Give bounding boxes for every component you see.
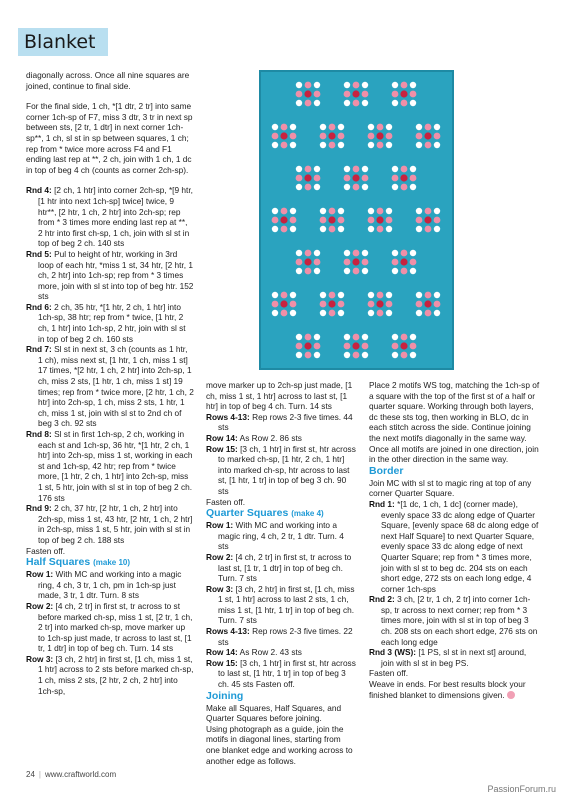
motif-flower [425, 208, 432, 215]
motif-flower [352, 174, 359, 181]
motif-flower [272, 142, 278, 148]
motif-flower [296, 166, 302, 172]
column-1 [26, 70, 194, 696]
motif-flower [290, 301, 297, 308]
motif-flower [425, 226, 432, 233]
motif-flower [362, 352, 368, 358]
motif-flower [290, 310, 296, 316]
motif-flower [416, 133, 423, 140]
motif-flower [400, 342, 407, 349]
motif-flower [328, 216, 335, 223]
motif-flower [376, 132, 383, 139]
motif-flower [296, 334, 302, 340]
motif-flower [353, 166, 360, 173]
column-3 [369, 380, 541, 700]
motif-flower [377, 226, 384, 233]
motif-flower [338, 226, 344, 232]
motif-flower [304, 174, 311, 181]
motif-flower [425, 124, 432, 131]
motif-flower [320, 292, 326, 298]
motif-flower [280, 216, 287, 223]
motif-flower [305, 100, 312, 107]
footer-site: www.craftworld.com [44, 770, 117, 779]
motif-flower [362, 91, 369, 98]
motif-flower [296, 250, 302, 256]
motif-flower [434, 310, 440, 316]
motif-flower [410, 334, 416, 340]
motif-flower [338, 142, 344, 148]
column-2 [206, 380, 356, 766]
motif-flower [314, 82, 320, 88]
motif-flower [290, 208, 296, 214]
motif-flower [362, 100, 368, 106]
motif-flower [416, 301, 423, 308]
motif-flower [344, 184, 350, 190]
rnd-8: Rnd 8: Sl st in first 1ch-sp, 2 ch, working in each st and 1ch-sp, 36 htr, *[1 htr, 2 ch, 1 htr] into 2ch-sp, miss 1 st, working in each st and 1ch-sp, 42 htr; rep from * twice more, [1 htr, 2 ch, 1 htr] into 2ch-sp, miss 1 st, 5 htr, join with sl st in top of beg 2 ch. 176 sts [26, 429, 193, 503]
motif-flower [296, 352, 302, 358]
page-title: Blanket [24, 31, 96, 53]
motif-flower [392, 184, 398, 190]
motif-flower [338, 217, 345, 224]
half-row-15: Row 15: [3 ch, 1 htr] in first st, htr across to marked ch-sp, [1 htr, 2 ch, 1 htr] into marked ch-sp, htr across to last st, [1 htr, 1 tr] in top of beg 3 ch. 90 sts [206, 443, 356, 496]
motif-flower [304, 258, 311, 265]
motif-flower [377, 142, 384, 149]
border-rnd-1: Rnd 1: *[1 dc, 1 ch, 1 dc] (corner made), evenly space 33 dc along edge of Quarter Square, [evenly space 68 dc along edge of next Half Square] to next Quarter Square, evenly space 33 dc along edge of next Quarter Square; rep from * 3 times more, join with sl st to beg dc. 204 sts on each short edge, 272 sts on each long edge, 4 corner 1ch-sps [369, 498, 539, 594]
motif-flower [392, 91, 399, 98]
motif-flower [290, 292, 296, 298]
motif-flower [392, 250, 398, 256]
weave-in-paragraph: Weave in ends. For best results block your finished blanket to dimensions given. [369, 679, 526, 700]
motif-flower [320, 310, 326, 316]
motif-flower [305, 268, 312, 275]
motif-flower [290, 142, 296, 148]
motif-flower [368, 208, 374, 214]
motif-flower [416, 292, 422, 298]
motif-flower [281, 310, 288, 317]
page-number: 24 [26, 770, 35, 779]
title-tab [18, 28, 108, 56]
motif-flower [329, 142, 336, 149]
motif-flower [290, 226, 296, 232]
motif-flower [362, 175, 369, 182]
motif-flower [410, 250, 416, 256]
motif-flower [352, 342, 359, 349]
motif-flower [320, 142, 326, 148]
blanket-photo [259, 70, 454, 370]
motif-flower [368, 310, 374, 316]
motif-flower [392, 166, 398, 172]
half-row-3-cont: move marker up to 2ch-sp just made, [1 ch, miss 1 st, 1 htr] across to last st, [1 htr] in top of beg 4 ch. Turn. 14 sts [206, 380, 353, 412]
motif-flower [272, 310, 278, 316]
motif-flower [401, 100, 408, 107]
motif-flower [338, 124, 344, 130]
motif-flower [416, 142, 422, 148]
rnd-7: Rnd 7: Sl st in next st, 3 ch (counts as 1 htr, 1 ch), miss next st, [1 htr, 1 ch, miss 1 st] 17 times, *[2 htr, 1 ch, 2 htr] into 2ch-sp, 1 ch, miss 2 sts, [1 htr, 1 ch, miss 1 st] 19 times; rep from * twice more, [2 htr, 1 ch, 2 htr] into 2ch-sp, 1 ch, miss 2 sts, 1 htr, 1 ch, miss 1 st, join with sl st to 2nd ch of beg 3 ch. 92 sts [26, 344, 194, 429]
border-rnd-3: Rnd 3 (WS): [1 PS, sl st in next st] around, join with sl st in beg PS. [369, 647, 527, 668]
motif-flower [410, 343, 417, 350]
motif-flower [386, 292, 392, 298]
motif-flower [290, 124, 296, 130]
motif-flower [320, 133, 327, 140]
motif-flower [338, 292, 344, 298]
motif-flower [410, 352, 416, 358]
rnd-4: Rnd 4: [2 ch, 1 htr] into corner 2ch-sp, *[9 htr, [1 htr into next 1ch-sp] twice] twice, 9 htr**, [2 htr, 1 ch, 2 htr] into 2ch-sp; rep from * 3 times more ending last rep at **, 2 htr into first ch-sp, 1 ch, join with sl st in top of beg 2 ch. 140 sts [26, 185, 193, 249]
motif-flower [305, 352, 312, 359]
motif-flower [368, 124, 374, 130]
motif-flower [344, 166, 350, 172]
motif-flower [362, 259, 369, 266]
motif-flower [272, 124, 278, 130]
motif-flower [425, 292, 432, 299]
motif-flower [434, 301, 441, 308]
motif-flower [329, 292, 336, 299]
motif-flower [410, 82, 416, 88]
motif-flower [368, 142, 374, 148]
motif-flower [392, 352, 398, 358]
motif-flower [281, 124, 288, 131]
footer-separator: | [38, 770, 41, 779]
motif-flower [386, 133, 393, 140]
motif-flower [410, 268, 416, 274]
motif-flower [353, 334, 360, 341]
motif-flower [280, 132, 287, 139]
motif-flower [392, 268, 398, 274]
half-row-2: Row 2: [4 ch, 2 tr] in first st, tr across to st before marked ch-sp, miss 1 st, [2 tr, 1 ch, 2 tr] into marked ch-sp, move marker up to 1ch-sp just made, tr across to last st, [1 tr, 1 dtr] in top of beg ch. Turn. 14 sts [26, 600, 193, 654]
motif-flower [304, 342, 311, 349]
fasten-off-3: Fasten off. [369, 668, 409, 679]
motif-flower [344, 100, 350, 106]
quarter-row-14: Row 14: As Row 2. 43 sts [206, 647, 302, 658]
motif-flower [424, 132, 431, 139]
motif-flower [362, 82, 368, 88]
motif-flower [416, 226, 422, 232]
intro-paragraph: diagonally across. Once all nine squares are joined, continue to final side. [26, 70, 190, 91]
blanket-motifs [261, 72, 452, 368]
motif-flower [290, 217, 297, 224]
final-side-paragraph: For the final side, 1 ch, *[1 dtr, 2 tr] into same corner 1ch-sp of F7, miss 3 dtr, 3 tr in next sp between sts, [2 tr, 1 dtr] in next corner 1ch-sp**, 1 ch, sl st in sp between squares, 1 ch; rep from * twice more across F4 and F1 ending last rep at **, 2 ch, join with 1 ch, 1 dc in top of beg 4 ch (counts as corner 2ch-sp). [26, 101, 193, 175]
motif-flower [362, 250, 368, 256]
motif-flower [314, 259, 321, 266]
motif-flower [386, 217, 393, 224]
quarter-row-2: Row 2: [4 ch, 2 tr] in first st, tr across to last st, [1 tr, 1 dtr] in top of beg ch. Turn. 7 sts [206, 551, 352, 584]
motif-flower [416, 124, 422, 130]
border-intro: Join MC with sl st to magic ring at top of any corner Quarter Square. [369, 477, 532, 499]
motif-flower [368, 226, 374, 232]
motif-flower [352, 90, 359, 97]
motif-flower [400, 174, 407, 181]
quarter-rows-4-13: Rows 4-13: Rep rows 2-3 five times. 22 sts [206, 626, 353, 647]
footer [26, 770, 116, 779]
motif-flower [344, 175, 351, 182]
motif-flower [296, 259, 303, 266]
motif-flower [386, 301, 393, 308]
motif-flower [434, 292, 440, 298]
motif-flower [281, 208, 288, 215]
motif-flower [424, 300, 431, 307]
motif-flower [410, 166, 416, 172]
motif-flower [410, 100, 416, 106]
motif-flower [392, 175, 399, 182]
motif-flower [401, 268, 408, 275]
motif-flower [362, 166, 368, 172]
motif-flower [320, 208, 326, 214]
motif-flower [296, 184, 302, 190]
motif-flower [290, 133, 297, 140]
motif-flower [314, 352, 320, 358]
motif-flower [272, 133, 279, 140]
motif-flower [392, 82, 398, 88]
motif-flower [368, 301, 375, 308]
motif-flower [401, 250, 408, 257]
motif-flower [392, 100, 398, 106]
motif-flower [401, 82, 408, 89]
joining-method-paragraph: Place 2 motifs WS tog, matching the 1ch-sp of a square with the top of the first st of a half or quarter square. Working through both layers, dc these sts tog, then working in BLO, dc in each stitch across the side. Continue joining the next motifs diagonally in the same way. Once all motifs are joined in one direction, join in the other direction in the same way. [369, 380, 540, 465]
motif-flower [305, 250, 312, 257]
motif-flower [377, 292, 384, 299]
joining-paragraph: Make all Squares, Half Squares, and Quarter Squares before joining. [206, 702, 342, 724]
motif-flower [344, 268, 350, 274]
half-squares-heading: Half Squares (make 10) [26, 556, 131, 569]
motif-flower [434, 208, 440, 214]
motif-flower [416, 217, 423, 224]
motif-flower [368, 292, 374, 298]
motif-flower [296, 82, 302, 88]
motif-flower [410, 175, 417, 182]
motif-flower [377, 208, 384, 215]
motif-flower [344, 250, 350, 256]
motif-flower [272, 208, 278, 214]
motif-flower [401, 334, 408, 341]
motif-flower [434, 133, 441, 140]
motif-flower [320, 226, 326, 232]
motif-flower [344, 343, 351, 350]
motif-flower [392, 343, 399, 350]
rnd-5: Rnd 5: Pul to height of htr, working in 3rd loop of each htr, *miss 1 st, 34 htr, [2 htr, 1 ch, 2 htr] into 1ch-sp; rep from * 3 times more, join with sl st into top of beg htr. 152 sts [26, 248, 194, 302]
motif-flower [377, 124, 384, 131]
motif-flower [352, 258, 359, 265]
motif-flower [314, 250, 320, 256]
quarter-row-15: Row 15: [3 ch, 1 htr] in first st, htr across to last st, [1 htr, 1 tr] in top of beg 3 ch. 45 sts Fasten off. [206, 657, 356, 690]
motif-flower [305, 334, 312, 341]
motif-flower [314, 91, 321, 98]
motif-flower [401, 166, 408, 173]
motif-flower [344, 352, 350, 358]
motif-flower [281, 292, 288, 299]
motif-flower [329, 124, 336, 131]
motif-flower [410, 91, 417, 98]
motif-flower [353, 352, 360, 359]
motif-flower [329, 226, 336, 233]
motif-flower [392, 259, 399, 266]
motif-flower [434, 124, 440, 130]
joining-paragraph-2: Using photograph as a guide, join the motifs in diagonal lines, starting from one blanket edge and working across to another edge as follows. [206, 723, 353, 766]
motif-flower [281, 226, 288, 233]
motif-flower [338, 301, 345, 308]
motif-flower [401, 352, 408, 359]
motif-flower [362, 334, 368, 340]
motif-flower [410, 184, 416, 190]
motif-flower [305, 184, 312, 191]
motif-flower [344, 82, 350, 88]
motif-flower [386, 124, 392, 130]
motif-flower [314, 343, 321, 350]
motif-flower [272, 217, 279, 224]
motif-flower [296, 175, 303, 182]
motif-flower [376, 300, 383, 307]
fasten-off-2: Fasten off. [206, 496, 246, 507]
joining-heading: Joining [206, 689, 244, 702]
motif-flower [296, 91, 303, 98]
motif-flower [425, 142, 432, 149]
rnd-9: Rnd 9: 2 ch, 37 htr, [2 htr, 1 ch, 2 htr] into 2ch-sp, miss 1 st, 43 htr, [2 htr, 1 ch, 2 htr] in 2ch-sp, miss 1 st, 5 htr, join with sl st in top of beg 2 ch. 188 sts [26, 503, 193, 545]
motif-flower [314, 334, 320, 340]
motif-flower [410, 259, 417, 266]
motif-flower [338, 133, 345, 140]
motif-flower [272, 301, 279, 308]
motif-flower [329, 208, 336, 215]
motif-flower [376, 216, 383, 223]
motif-flower [314, 175, 321, 182]
motif-flower [386, 208, 392, 214]
motif-flower [320, 124, 326, 130]
motif-flower [328, 300, 335, 307]
motif-flower [338, 310, 344, 316]
motif-flower [281, 142, 288, 149]
motif-flower [353, 268, 360, 275]
half-row-3: Row 3: [3 ch, 2 htr] in first st, [1 ch, miss 1 st, 1 htr] across to 2 sts before marked ch-sp, 1 ch, miss 2 sts, [2 htr, 2 ch, 2 htr] into 1ch-sp, [26, 653, 194, 696]
motif-flower [353, 82, 360, 89]
motif-flower [434, 217, 441, 224]
motif-flower [314, 184, 320, 190]
border-heading: Border [369, 464, 404, 477]
motif-flower [305, 166, 312, 173]
motif-flower [320, 301, 327, 308]
motif-flower [338, 208, 344, 214]
quarter-squares-heading: Quarter Squares (make 4) [206, 507, 324, 520]
motif-flower [368, 217, 375, 224]
motif-flower [386, 226, 392, 232]
quarter-row-1: Row 1: With MC and working into a magic ring, 4 ch, 2 tr, 1 dtr. Turn. 4 sts [206, 520, 344, 552]
motif-flower [329, 310, 336, 317]
motif-flower [305, 82, 312, 89]
motif-flower [314, 166, 320, 172]
motif-flower [377, 310, 384, 317]
quarter-row-3: Row 3: [3 ch, 2 htr] in first st, [1 ch, miss 1 st, 1 htr] across to last 2 sts, 1 ch, miss 1 st, [1 htr, 1 tr] in top of beg ch. Turn. 7 sts [206, 583, 355, 626]
motif-flower [314, 268, 320, 274]
border-rnd-2: Rnd 2: 3 ch, [2 tr, 1 ch, 2 tr] into corner 1ch-sp, tr across to next corner; rep from * 3 times more, join with sl st in top of beg 3 ch. 208 sts on each short edge, 276 sts on each long edge [369, 594, 538, 647]
half-rows-4-13: Rows 4-13: Rep rows 2-3 five times. 44 sts [206, 411, 353, 433]
motif-flower [353, 184, 360, 191]
motif-flower [272, 292, 278, 298]
half-row-1: Row 1: With MC and working into a magic ring, 4 ch, 3 tr, 1 ch, pm in 1ch-sp just made, 3 tr, 1 dtr. Turn. 8 sts [26, 569, 182, 601]
motif-flower [362, 268, 368, 274]
motif-flower [362, 184, 368, 190]
motif-flower [424, 216, 431, 223]
motif-flower [362, 343, 369, 350]
watermark: PassionForum.ru [487, 784, 556, 794]
motif-flower [392, 334, 398, 340]
fasten-off: Fasten off. [26, 545, 66, 556]
motif-flower [353, 250, 360, 257]
motif-flower [434, 226, 440, 232]
motif-flower [304, 90, 311, 97]
motif-flower [296, 268, 302, 274]
motif-flower [400, 90, 407, 97]
motif-flower [386, 310, 392, 316]
motif-flower [344, 334, 350, 340]
half-row-14: Row 14: As Row 2. 86 sts [206, 432, 302, 443]
end-dot-icon [507, 691, 515, 699]
motif-flower [401, 184, 408, 191]
motif-flower [344, 91, 351, 98]
rnd-6: Rnd 6: 2 ch, 35 htr, *[1 htr, 2 ch, 1 htr] into 1ch-sp, 38 htr; rep from * twice, [1 htr, 2 ch, 1 htr] into 1ch-sp, 2 htr, join with sl st in top of beg 2 ch. 160 sts [26, 301, 186, 344]
motif-flower [320, 217, 327, 224]
motif-flower [416, 208, 422, 214]
motif-flower [386, 142, 392, 148]
motif-flower [272, 226, 278, 232]
motif-flower [296, 343, 303, 350]
motif-flower [425, 310, 432, 317]
motif-flower [314, 100, 320, 106]
motif-flower [353, 100, 360, 107]
motif-flower [344, 259, 351, 266]
motif-flower [280, 300, 287, 307]
motif-flower [400, 258, 407, 265]
motif-flower [296, 100, 302, 106]
motif-flower [416, 310, 422, 316]
motif-flower [434, 142, 440, 148]
motif-flower [368, 133, 375, 140]
motif-flower [328, 132, 335, 139]
